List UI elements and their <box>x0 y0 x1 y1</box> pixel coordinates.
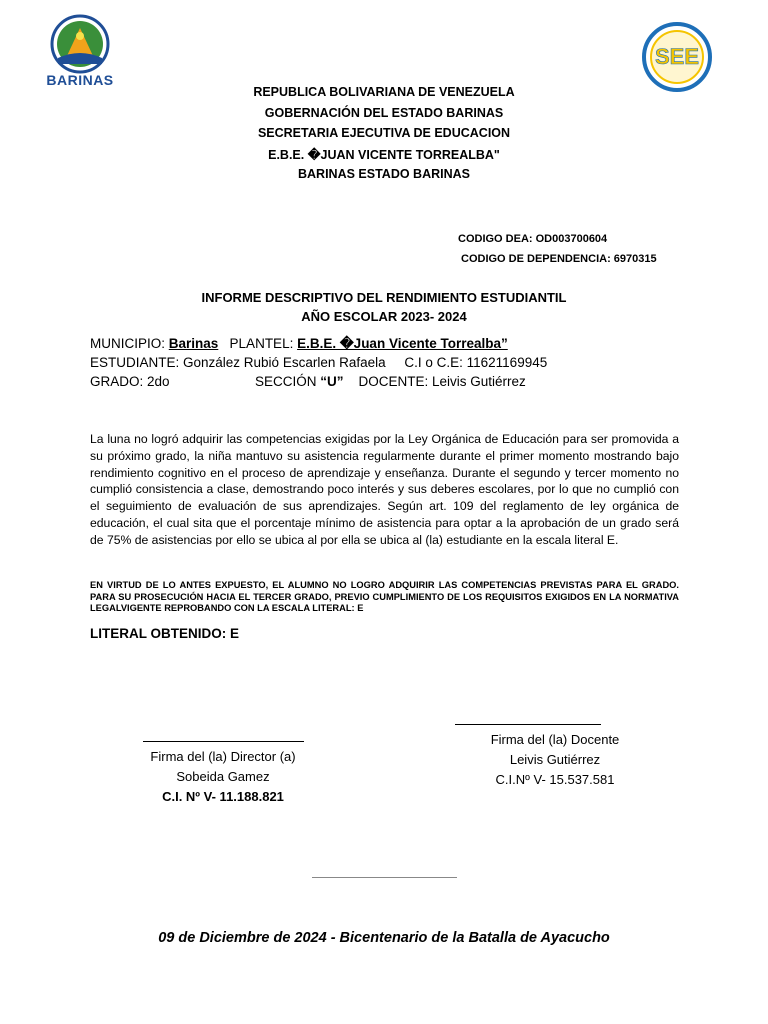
literal-obtenido: LITERAL OBTENIDO: E <box>90 626 240 641</box>
header-line-republica: REPUBLICA BOLIVARIANA DE VENEZUELA <box>253 85 515 99</box>
see-logo <box>642 22 712 92</box>
docente-role: Firma del (la) Docente <box>490 732 620 747</box>
seccion-label: SECCIÓN <box>255 374 321 389</box>
docente-signature-line <box>455 724 601 725</box>
codigo-dea: CODIGO DEA: OD003700604 <box>458 233 608 245</box>
municipio-label: MUNICIPIO: <box>90 336 169 351</box>
docente-signature-block <box>445 730 665 790</box>
barinas-logo <box>44 14 120 92</box>
see-logo-text: SEE <box>654 44 700 69</box>
codigo-dependencia: CODIGO DE DEPENDENCIA: 6970315 <box>461 253 657 265</box>
footer-date: 09 de Diciembre de 2024 - Bicentenario de la Batalla de Ayacucho <box>158 930 610 946</box>
docente-ci: C.I.Nº V- 15.537.581 <box>495 772 615 787</box>
plantel-value: E.B.E. �Juan Vicente Torrealba” <box>297 336 508 351</box>
header-line-location: BARINAS ESTADO BARINAS <box>298 167 470 181</box>
header-line-secretaria: SECRETARIA EJECUTIVA DE EDUCACION <box>257 126 511 140</box>
descriptive-paragraph: La luna no logró adquirir las competencias exigidas por la Ley Orgánica de Educación para ser promovida a su próximo grado, la niña mantuvo su asistencia regularmente durante el primer momento mostrando bajo rendimiento cognitivo en el proceso de aprendizaje y enseñanza. Durante el segundo y tercer momento no cumplió consistencia a clase, demostrando poco interés y sus deberes escolares, por lo que no cumplió con el seguimiento de evaluación de sus aprendizajes. Según art. 109 del reglamento de ley orgánica de educación, el cual sita que el porcentaje mínimo de asistencia para optar a la aprobación de un grado será de 75% de asistencias por ello se ubica al por ella se ubica al (la) estudiante en la escala literal E. <box>90 432 679 547</box>
header-line-gobernacion: GOBERNACIÓN DEL ESTADO BARINAS <box>264 106 504 120</box>
info-estudiante: ESTUDIANTE: González Rubió Escarlen Rafaela C.I o C.E: 11621169945 <box>90 355 548 370</box>
grado-text: GRADO: 2do <box>90 374 170 389</box>
municipio-value: Barinas <box>168 336 219 351</box>
plantel-label: PLANTEL: <box>218 336 298 351</box>
director-name: Sobeida Gamez <box>176 769 270 784</box>
barinas-logo-text: BARINAS <box>46 72 114 88</box>
conclusion-paragraph: EN VIRTUD DE LO ANTES EXPUESTO, EL ALUMNO NO LOGRO ADQUIRIR LAS COMPETENCIAS PREVISTAS PARA EL GRADO. PARA SU PROSECUCIÓN HACIA EL TERCER GRADO, PREVIO CUMPLIMIENTO DE LOS REQUISITOS EXIGIDOS EN LA NORMATIVA LEGALVIGENTE REPROBANDO CON LA ESCALA LITERAL: E <box>90 580 679 613</box>
director-ci: C.I. Nº V- 11.188.821 <box>162 789 284 804</box>
director-role: Firma del (la) Director (a) <box>150 749 296 764</box>
docente-name: Leivis Gutiérrez <box>509 752 601 767</box>
docente-text: DOCENTE: Leivis Gutiérrez <box>343 374 526 389</box>
seccion-value: “U” <box>320 374 344 389</box>
director-signature-line <box>143 741 304 742</box>
blank-signature-line <box>312 877 457 878</box>
director-signature-block <box>113 747 333 807</box>
info-grado-row <box>90 374 526 389</box>
info-municipio-plantel <box>90 336 508 352</box>
header-line-school: E.B.E. �JUAN VICENTE TORREALBA" <box>268 148 500 162</box>
barinas-emblem-icon <box>44 14 120 74</box>
report-title: INFORME DESCRIPTIVO DEL RENDIMIENTO ESTUDIANTIL <box>201 290 567 305</box>
report-year: AÑO ESCOLAR 2023- 2024 <box>301 309 467 324</box>
